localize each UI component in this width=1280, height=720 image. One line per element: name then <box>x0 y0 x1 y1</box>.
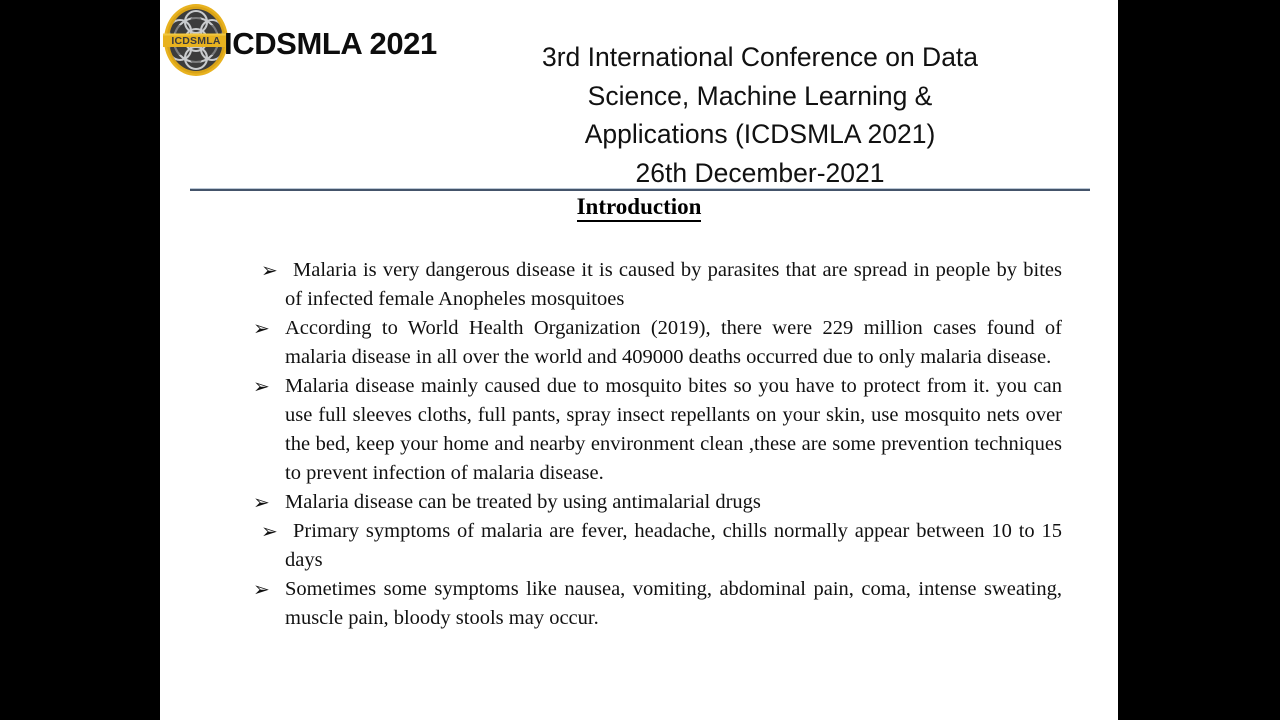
conference-title <box>460 38 1060 192</box>
section-heading-text: Introduction <box>577 194 702 222</box>
conference-title-line-1: 3rd International Conference on Data <box>541 42 979 72</box>
introduction-bullet-list <box>240 256 1062 633</box>
bullet-arrow-icon: ➢ <box>253 316 270 340</box>
header-divider-rule <box>190 188 1090 191</box>
conference-title-line-4: 26th December-2021 <box>635 157 885 188</box>
list-item-text: According to World Health Organization (2019), there were 229 million cases found of malaria disease in all over the world and 409000 deaths occurred due to only malaria disease. <box>285 317 1062 368</box>
bullet-arrow-icon: ➢ <box>253 490 270 514</box>
list-item-text: Malaria is very dangerous disease it is caused by parasites that are spread in people by bites of infected female Anopheles mosquitoes <box>285 259 1062 310</box>
section-heading <box>160 194 1118 220</box>
list-item <box>240 372 1062 488</box>
conference-title-line-3: Applications (ICDSMLA 2021) <box>584 119 936 149</box>
list-item <box>240 575 1062 633</box>
list-item-text: Malaria disease can be treated by using antimalarial drugs <box>285 491 761 513</box>
bullet-arrow-icon: ➢ <box>261 519 278 543</box>
bullet-arrow-icon: ➢ <box>253 374 270 398</box>
logo-banner-text: ICDSMLA <box>171 35 221 47</box>
icdsmla-conference-logo-icon <box>162 2 230 78</box>
presentation-slide <box>160 0 1118 720</box>
list-item-text: Primary symptoms of malaria are fever, headache, chills normally appear between 10 to 15 days <box>285 520 1062 571</box>
bullet-arrow-icon: ➢ <box>253 577 270 601</box>
list-item-text: Sometimes some symptoms like nausea, vomiting, abdominal pain, coma, intense sweating, muscle pain, bloody stools may occur. <box>285 578 1062 629</box>
list-item <box>240 488 1062 517</box>
slide-header <box>160 0 1118 188</box>
bullet-arrow-icon: ➢ <box>261 258 278 282</box>
list-item <box>240 517 1062 575</box>
conference-title-line-2: Science, Machine Learning & <box>587 80 933 111</box>
list-item-text: Malaria disease mainly caused due to mosquito bites so you have to protect from it. you can use full sleeves cloths, full pants, spray insect repellants on your skin, use mosquito nets over the bed, keep your home and nearby environment clean ,these are some prevention techniques to prevent infection of malaria disease. <box>285 375 1062 484</box>
list-item <box>240 314 1062 372</box>
list-item <box>240 256 1062 314</box>
conference-wordmark: ICDSMLA 2021 <box>224 26 437 61</box>
